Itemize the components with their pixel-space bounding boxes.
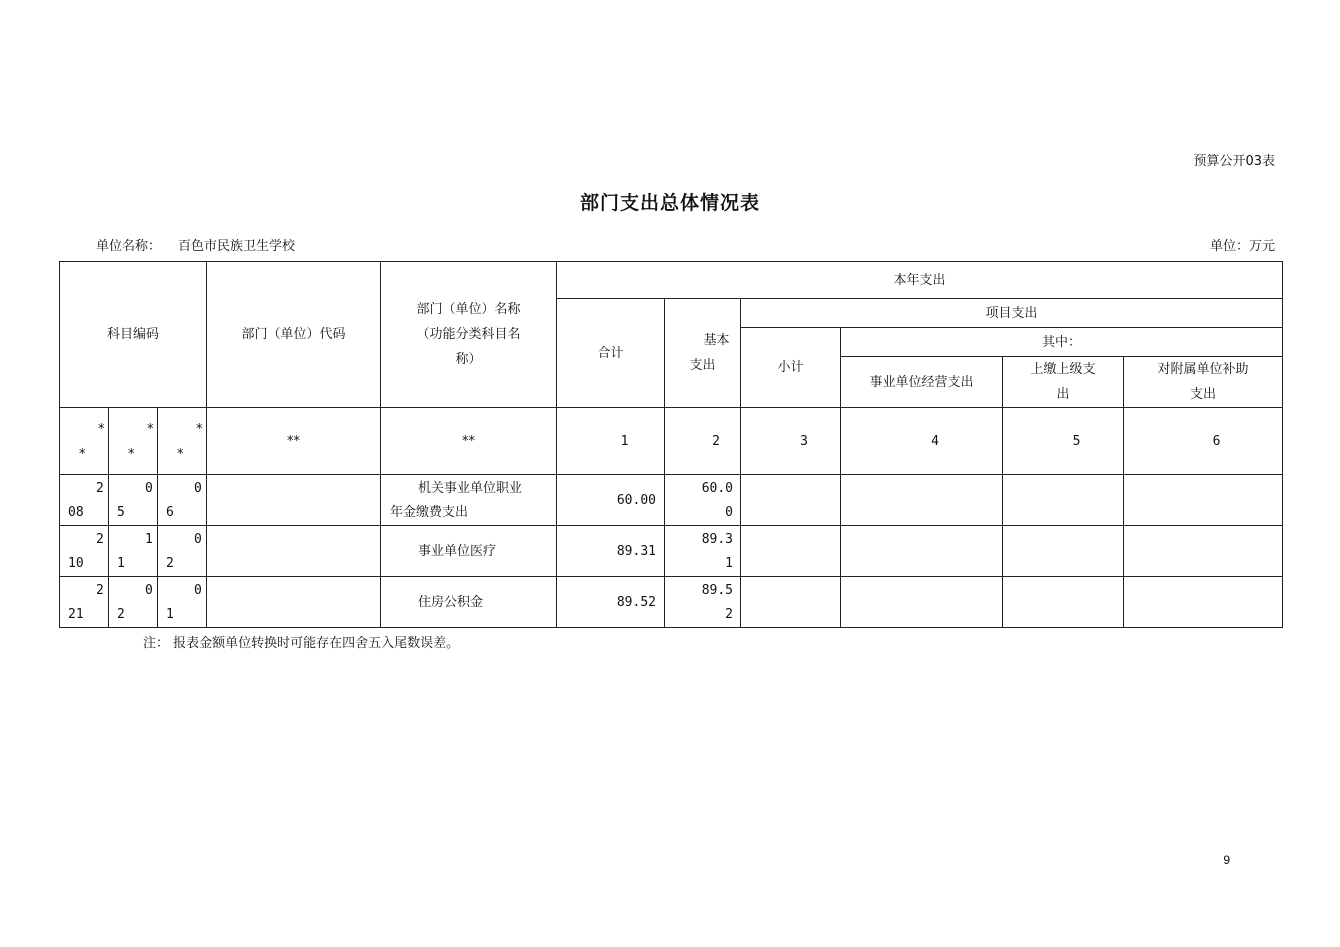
header-total: 合计 — [597, 345, 624, 361]
lei-code-part2: 08 — [68, 505, 84, 520]
header-subsidy-line2: 支出 — [1189, 387, 1216, 402]
kuan-code-part1: 1 — [145, 532, 153, 547]
header-business: 事业单位经营支出 — [869, 374, 974, 390]
kuan-code-part2: 5 — [117, 505, 125, 520]
header-basic-line2: 支出 — [689, 358, 716, 373]
index-dept-name: ** — [462, 433, 475, 449]
row-basic-part1: 89.3 — [701, 532, 733, 547]
header-upper-line1: 上缴上级支 — [1030, 362, 1096, 377]
lei-code-part2: 10 — [68, 556, 84, 571]
kuan-code-part1: 0 — [145, 583, 153, 598]
lei-code-part1: 2 — [96, 583, 104, 598]
header-subtotal: 小计 — [777, 360, 804, 375]
index-col-3: 3 — [800, 433, 808, 449]
unit-name: 百色市民族卫生学校 — [178, 239, 296, 254]
header-project: 项目支出 — [985, 305, 1038, 321]
index-col-4: 4 — [931, 433, 939, 449]
xiang-code-part1: 0 — [194, 583, 202, 598]
row-name-line1: 住房公积金 — [418, 595, 484, 610]
index-col-5: 5 — [1072, 433, 1081, 449]
row-name-line1: 事业单位医疗 — [418, 544, 497, 559]
star-lei-2: * — [79, 447, 86, 462]
table-line — [108, 407, 109, 628]
header-dept-name — [381, 262, 556, 407]
table-line — [59, 474, 1283, 475]
row-total: 89.52 — [616, 595, 656, 610]
header-subsidy-line1: 对附属单位补助 — [1157, 362, 1249, 377]
page-number: 9 — [1223, 853, 1230, 867]
header-upper-line2: 出 — [1056, 387, 1070, 402]
lei-code-part1: 2 — [96, 481, 104, 496]
table-line — [157, 407, 158, 628]
index-col-1: 1 — [620, 433, 629, 449]
row-basic-part2: 2 — [725, 607, 733, 622]
header-upper — [1003, 357, 1123, 407]
star-xiang-1: * — [196, 422, 203, 437]
row-total: 60.00 — [616, 493, 656, 508]
header-basic — [665, 299, 740, 407]
table-line — [59, 525, 1283, 526]
footnote: 注： 报表金额单位转换时可能存在四舍五入尾数误差。 — [143, 636, 460, 651]
header-subsidy — [1124, 357, 1282, 407]
kuan-code-part2: 1 — [117, 556, 125, 571]
kuan-code-part1: 0 — [145, 481, 153, 496]
row-name-line2: 年金缴费支出 — [390, 505, 469, 520]
xiang-code-part2: 6 — [166, 505, 174, 520]
index-col-6: 6 — [1212, 433, 1221, 449]
header-dept-code: 部门（单位）代码 — [241, 327, 346, 342]
row-name-line1: 机关事业单位职业 — [418, 481, 523, 496]
unit-name-label: 单位名称： — [96, 239, 162, 254]
row-basic-part1: 60.0 — [701, 481, 733, 496]
row-basic-part2: 0 — [725, 505, 733, 520]
xiang-code-part2: 1 — [166, 607, 174, 622]
star-lei-1: * — [98, 422, 105, 437]
form-id: 预算公开03表 — [1193, 154, 1275, 169]
row-total: 89.31 — [616, 544, 656, 559]
row-basic-part1: 89.5 — [701, 583, 733, 598]
header-dept-name-line3: 称） — [455, 352, 482, 367]
header-current-year: 本年支出 — [893, 272, 946, 288]
xiang-code-part2: 2 — [166, 556, 174, 571]
index-col-2: 2 — [712, 433, 720, 449]
header-dept-name-line2: （功能分类科目名 — [416, 327, 521, 342]
table-border-bottom — [59, 627, 1283, 628]
lei-code-part1: 2 — [96, 532, 104, 547]
xiang-code-part1: 0 — [194, 532, 202, 547]
header-of-which: 其中： — [1041, 334, 1081, 350]
amount-unit: 单位：万元 — [1209, 239, 1275, 254]
xiang-code-part1: 0 — [194, 481, 202, 496]
header-dept-name-line1: 部门（单位）名称 — [416, 302, 521, 317]
header-subject-code: 科目编码 — [106, 327, 159, 342]
page-title: 部门支出总体情况表 — [579, 192, 760, 214]
kuan-code-part2: 2 — [117, 607, 125, 622]
table-line — [59, 576, 1283, 577]
lei-code-part2: 21 — [68, 607, 84, 622]
star-kuan-2: * — [128, 447, 135, 462]
header-basic-line1: 基本 — [703, 333, 730, 348]
row-basic-part2: 1 — [725, 556, 733, 571]
index-dept-code: ** — [287, 433, 300, 449]
star-kuan-1: * — [147, 422, 154, 437]
star-xiang-2: * — [177, 447, 184, 462]
